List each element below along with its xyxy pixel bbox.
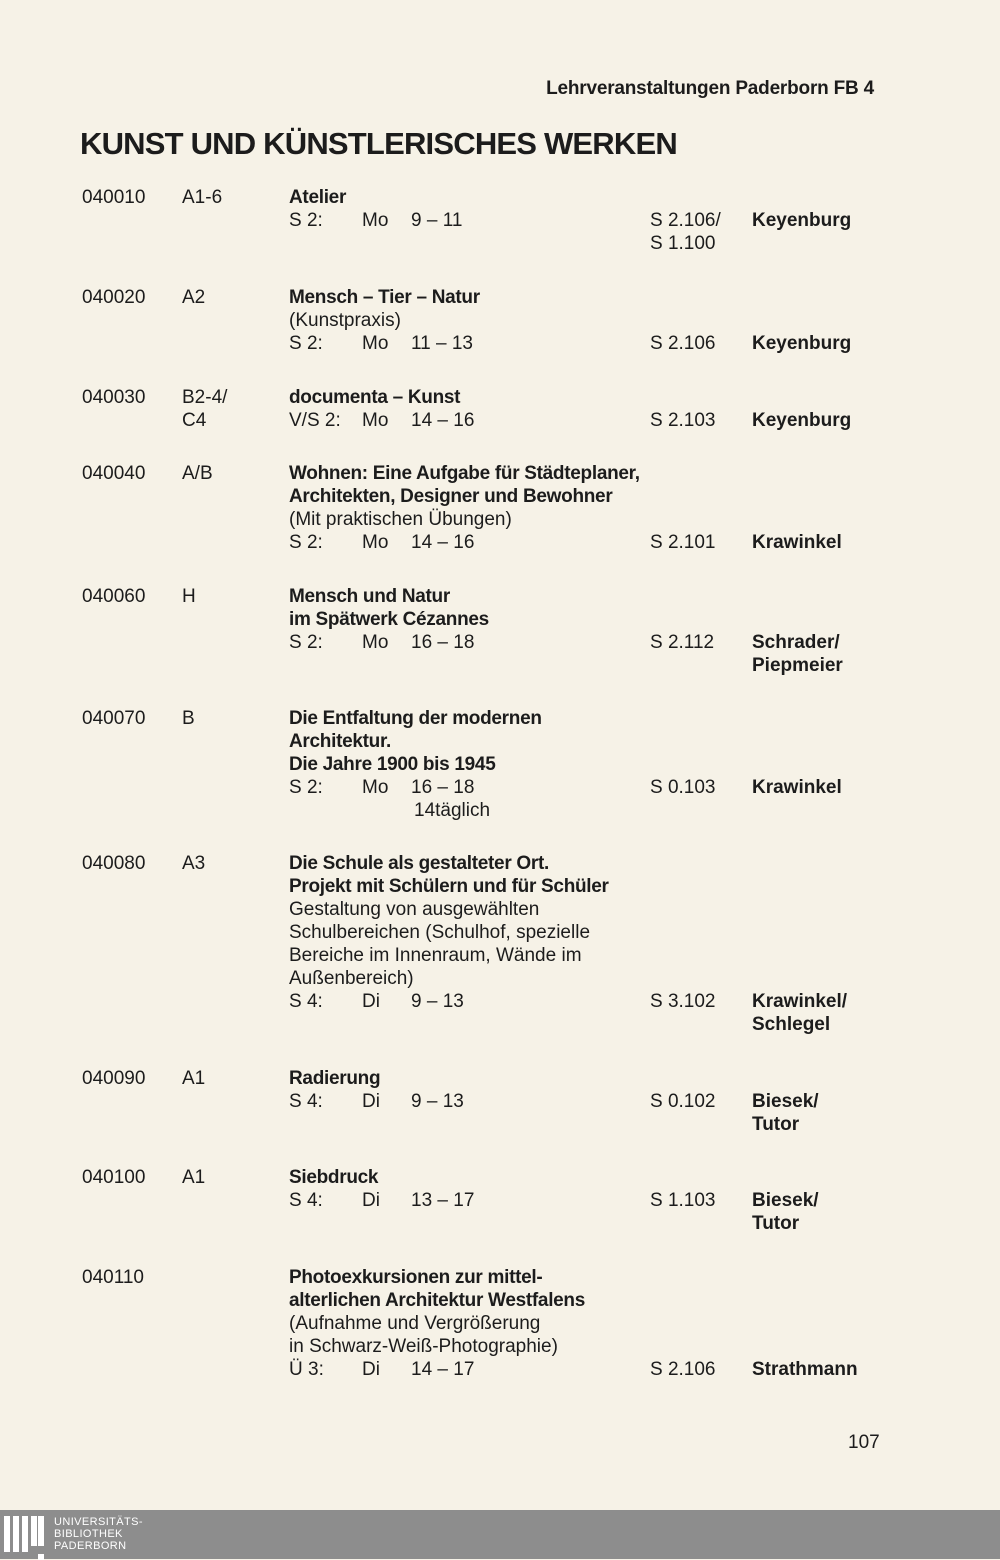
course-description-line: Außenbereich) — [289, 968, 414, 989]
library-name-line: BIBLIOTHEK — [54, 1528, 123, 1540]
course-category — [182, 1067, 205, 1090]
course-instructor — [752, 531, 842, 554]
course-number: 040060 — [82, 586, 146, 607]
course-room — [650, 1358, 716, 1381]
course-schedule — [289, 1358, 669, 1381]
course-schedule-note: 14täglich — [414, 800, 491, 821]
course-instructor-line: Schrader/ — [752, 632, 840, 653]
course-instructor — [752, 332, 851, 355]
course-time: 9 – 11 — [411, 210, 463, 231]
course-details — [289, 852, 669, 1013]
course-room-line: S 2.103 — [650, 410, 716, 431]
course-number: 040020 — [82, 287, 146, 308]
page-number: 107 — [848, 1432, 880, 1453]
course-category-line: A1-6 — [182, 187, 223, 208]
course-schedule — [289, 776, 669, 799]
course-type: S 4: — [289, 1190, 323, 1211]
course-instructor-line: Biesek/ — [752, 1091, 819, 1112]
course-room — [650, 531, 716, 554]
course-day: Mo — [362, 532, 389, 553]
course-description-line: (Aufnahme und Vergrößerung — [289, 1313, 541, 1334]
course-time: 16 – 18 — [411, 632, 475, 653]
course-room-line: S 2.106 — [650, 333, 716, 354]
course-category-line: A2 — [182, 287, 206, 308]
course-category — [182, 852, 205, 875]
course-day: Mo — [362, 777, 389, 798]
course-instructor — [752, 1189, 819, 1235]
course-title-line: Architekten, Designer und Bewohner — [289, 486, 613, 507]
course-day: Mo — [362, 210, 389, 231]
course-day: Di — [362, 1091, 380, 1112]
course-schedule — [289, 409, 669, 432]
course-description-line: Schulbereichen (Schulhof, spezielle — [289, 922, 591, 943]
library-name-line: UNIVERSITÄTS- — [54, 1516, 143, 1528]
course-category — [182, 1166, 205, 1189]
course-type: S 2: — [289, 210, 323, 231]
course-room-line: S 1.103 — [650, 1190, 716, 1211]
course-title-line: Atelier — [289, 187, 347, 208]
course-instructor — [752, 631, 843, 677]
course-details — [289, 286, 669, 355]
course-details — [289, 462, 669, 554]
course-category-line: A/B — [182, 463, 213, 484]
course-room — [650, 209, 721, 255]
course-time: 14 – 16 — [411, 532, 475, 553]
course-time: 16 – 18 — [411, 777, 475, 798]
course-details — [289, 1067, 669, 1113]
course-time: 9 – 13 — [411, 1091, 464, 1112]
course-number: 040040 — [82, 463, 146, 484]
course-day: Di — [362, 1359, 380, 1380]
library-logo-icon — [4, 1516, 48, 1556]
course-title-line: Die Entfaltung der modernen — [289, 708, 542, 729]
course-title-line: documenta – Kunst — [289, 387, 461, 408]
course-instructor — [752, 990, 847, 1036]
course-day: Di — [362, 1190, 380, 1211]
course-instructor-line: Krawinkel/ — [752, 991, 848, 1012]
course-instructor-line: Tutor — [752, 1114, 800, 1135]
course-category — [182, 286, 205, 309]
course-room — [650, 776, 716, 799]
course-type: V/S 2: — [289, 410, 341, 431]
course-type: S 2: — [289, 777, 323, 798]
library-name-line: PADERBORN — [54, 1540, 127, 1552]
course-schedule — [289, 990, 669, 1013]
course-title-line: Photoexkursionen zur mittel- — [289, 1267, 543, 1288]
course-description-line: in Schwarz-Weiß-Photographie) — [289, 1336, 558, 1357]
course-title-line: Siebdruck — [289, 1167, 379, 1188]
course-room — [650, 1090, 716, 1113]
course-time: 14 – 17 — [411, 1359, 475, 1380]
course-category-line: A1 — [182, 1068, 206, 1089]
course-room-line: S 3.102 — [650, 991, 716, 1012]
course-number: 040090 — [82, 1068, 146, 1089]
course-category-line: B2-4/ — [182, 387, 228, 408]
course-room-line: S 2.101 — [650, 532, 716, 553]
course-instructor — [752, 409, 851, 432]
course-schedule — [289, 1090, 669, 1113]
course-type: S 2: — [289, 333, 323, 354]
course-schedule — [289, 531, 669, 554]
course-room — [650, 332, 716, 355]
course-instructor-line: Keyenburg — [752, 410, 852, 431]
course-title-line: Mensch – Tier – Natur — [289, 287, 480, 308]
course-instructor-line: Schlegel — [752, 1014, 831, 1035]
course-instructor — [752, 1090, 819, 1136]
course-room-line: S 2.112 — [650, 632, 715, 653]
course-title-line: Architektur. — [289, 731, 391, 752]
course-description-line: (Kunstpraxis) — [289, 310, 401, 331]
course-title-line: Wohnen: Eine Aufgabe für Städteplaner, — [289, 463, 640, 484]
library-footer-bar — [0, 1510, 1000, 1559]
course-number: 040030 — [82, 387, 146, 408]
course-details — [289, 585, 669, 654]
course-time: 9 – 13 — [411, 991, 464, 1012]
course-type: S 4: — [289, 991, 323, 1012]
course-day: Mo — [362, 632, 389, 653]
page-title: KUNST UND KÜNSTLERISCHES WERKEN — [80, 126, 677, 161]
course-instructor-line: Keyenburg — [752, 210, 852, 231]
course-time: 14 – 16 — [411, 410, 475, 431]
course-category — [182, 462, 213, 485]
course-title-line: alterlichen Architektur Westfalens — [289, 1290, 586, 1311]
course-category — [182, 386, 227, 432]
course-description-line: (Mit praktischen Übungen) — [289, 509, 512, 530]
course-room — [650, 990, 716, 1013]
course-category-line: C4 — [182, 410, 207, 431]
course-instructor-line: Biesek/ — [752, 1190, 819, 1211]
course-time: 13 – 17 — [411, 1190, 475, 1211]
course-details — [289, 707, 669, 822]
course-category — [182, 585, 196, 608]
course-title-line: Mensch und Natur — [289, 586, 450, 607]
course-day: Di — [362, 991, 380, 1012]
course-schedule — [289, 332, 669, 355]
course-instructor-line: Krawinkel — [752, 777, 842, 798]
course-number: 040010 — [82, 187, 146, 208]
course-type: S 4: — [289, 1091, 323, 1112]
course-title-line: Die Jahre 1900 bis 1945 — [289, 754, 496, 775]
course-instructor-line: Strathmann — [752, 1359, 858, 1380]
course-type: S 2: — [289, 632, 323, 653]
course-title-line: Die Schule als gestalteter Ort. — [289, 853, 549, 874]
course-description-line: Gestaltung von ausgewählten — [289, 899, 540, 920]
course-room-line: S 0.102 — [650, 1091, 716, 1112]
course-details — [289, 186, 669, 232]
course-instructor — [752, 209, 851, 232]
course-instructor — [752, 1358, 858, 1381]
course-instructor — [752, 776, 842, 799]
course-instructor-line: Tutor — [752, 1213, 800, 1234]
course-details — [289, 1166, 669, 1212]
course-instructor-line: Piepmeier — [752, 655, 843, 676]
course-title-line: im Spätwerk Cézannes — [289, 609, 489, 630]
course-number: 040110 — [82, 1267, 144, 1288]
course-room — [650, 1189, 716, 1212]
course-time: 11 – 13 — [411, 333, 473, 354]
course-instructor-line: Krawinkel — [752, 532, 842, 553]
course-room-line: S 0.103 — [650, 777, 716, 798]
course-category-line: H — [182, 586, 196, 607]
running-header: Lehrveranstaltungen Paderborn FB 4 — [546, 78, 874, 99]
course-title-line: Radierung — [289, 1068, 381, 1089]
course-room-line: S 1.100 — [650, 233, 716, 254]
course-number: 040100 — [82, 1167, 146, 1188]
course-description-line: Bereiche im Innenraum, Wände im — [289, 945, 582, 966]
course-details — [289, 386, 669, 432]
course-room-line: S 2.106 — [650, 1359, 716, 1380]
course-room — [650, 631, 714, 654]
course-schedule — [289, 1189, 669, 1212]
course-title-line: Projekt mit Schülern und für Schüler — [289, 876, 609, 897]
course-room — [650, 409, 716, 432]
course-instructor-line: Keyenburg — [752, 333, 852, 354]
course-number: 040070 — [82, 708, 146, 729]
course-day: Mo — [362, 410, 389, 431]
course-category-line: A3 — [182, 853, 206, 874]
course-category — [182, 186, 222, 209]
course-number: 040080 — [82, 853, 146, 874]
course-details — [289, 1266, 669, 1381]
course-schedule — [289, 631, 669, 654]
course-category-line: A1 — [182, 1167, 206, 1188]
course-category-line: B — [182, 708, 195, 729]
course-type: Ü 3: — [289, 1359, 324, 1380]
library-name — [54, 1516, 143, 1552]
course-room-line: S 2.106/ — [650, 210, 721, 231]
course-type: S 2: — [289, 532, 323, 553]
course-category — [182, 707, 195, 730]
course-day: Mo — [362, 333, 389, 354]
course-schedule — [289, 209, 669, 232]
